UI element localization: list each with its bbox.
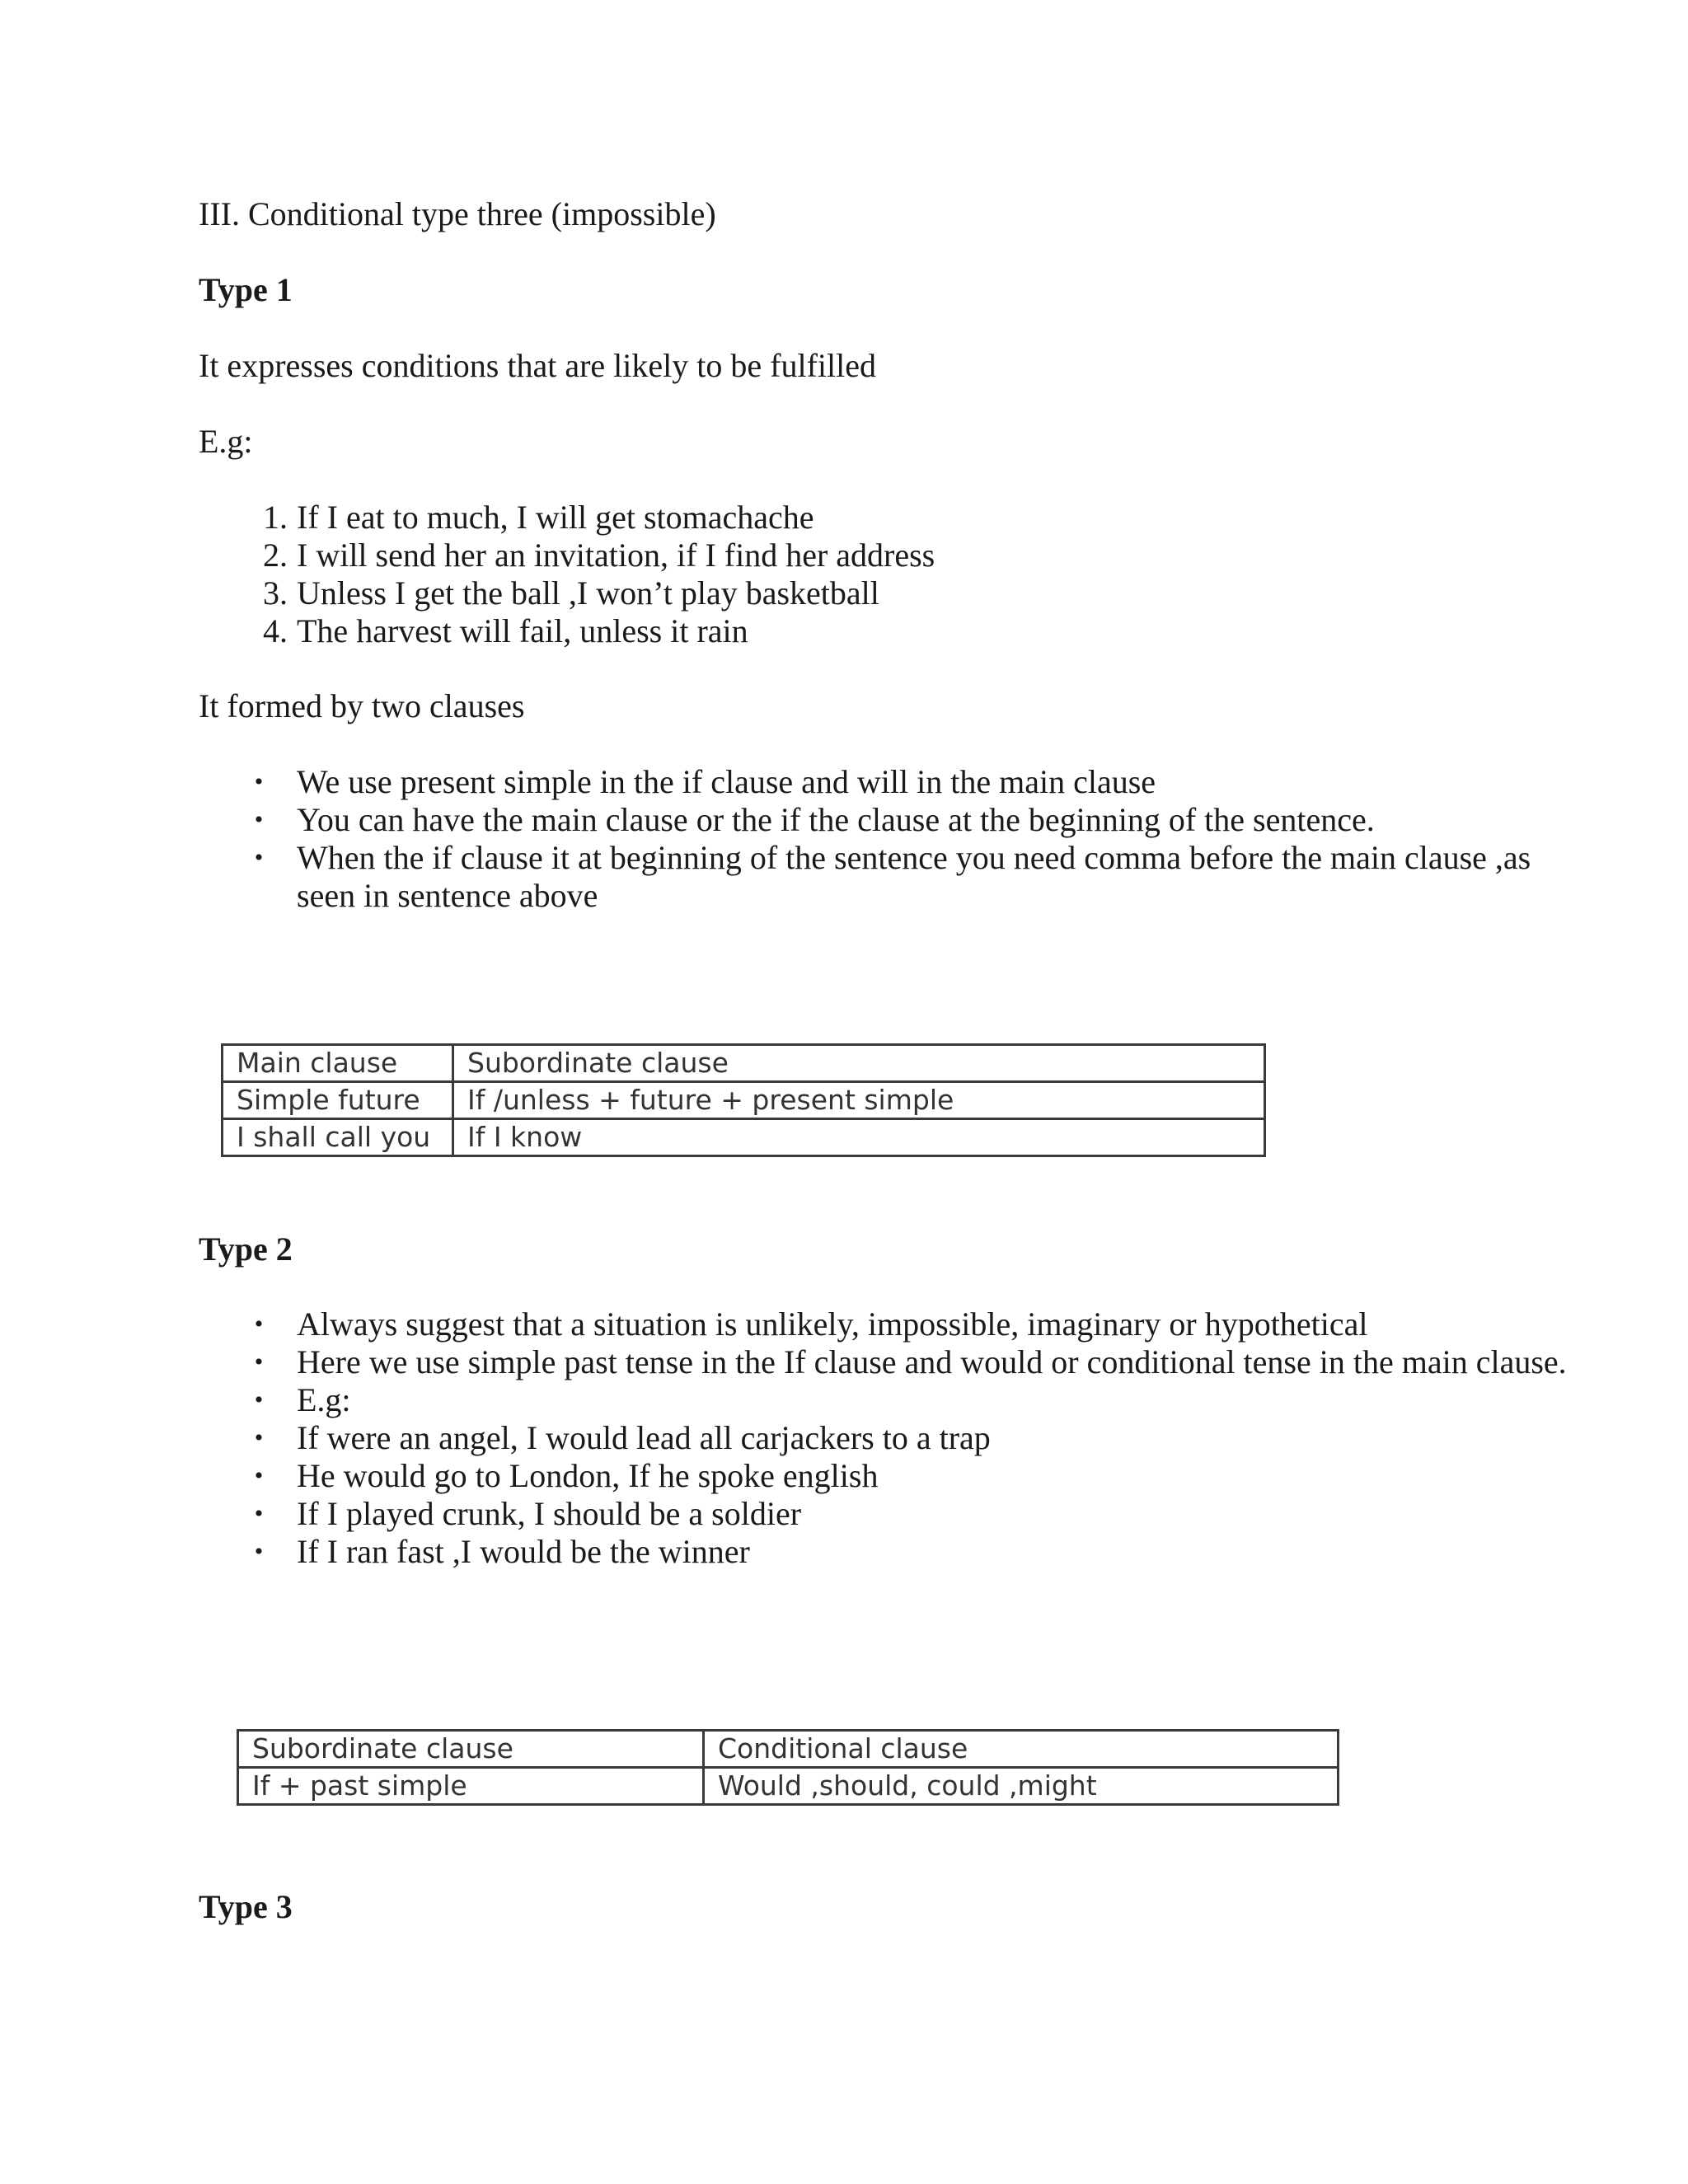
- table-row: [238, 1768, 1339, 1805]
- table-cell: If I know: [453, 1119, 1265, 1156]
- type3-title: Type 3: [199, 1888, 293, 1925]
- table-cell: Simple future: [223, 1082, 453, 1119]
- list-item: • We use present simple in the if clause and will in the main clause: [254, 763, 1156, 800]
- table-row: [223, 1082, 1265, 1119]
- type1-eg-label: E.g:: [199, 423, 253, 460]
- table-cell: Subordinate clause: [453, 1045, 1265, 1082]
- type1-examples-list: [199, 499, 935, 650]
- type1-title: Type 1: [199, 271, 293, 308]
- list-item: • Here we use simple past tense in the If clause and would or conditional tense in the main clause.: [254, 1343, 1567, 1380]
- table-cell: If + past simple: [238, 1768, 704, 1805]
- section-heading: III. Conditional type three (impossible): [199, 195, 716, 232]
- list-item: 2. I will send her an invitation, if I find her address: [263, 537, 935, 574]
- table-row: [238, 1731, 1339, 1768]
- list-item: • E.g:: [254, 1381, 351, 1418]
- type2-table: [237, 1729, 1339, 1806]
- table-cell: Conditional clause: [704, 1731, 1339, 1768]
- table-cell: If /unless + future + present simple: [453, 1082, 1265, 1119]
- list-item: • If I ran fast ,I would be the winner: [254, 1533, 750, 1570]
- list-item: 1. If I eat to much, I will get stomachache: [263, 499, 814, 536]
- list-item: 4. The harvest will fail, unless it rain: [263, 612, 748, 649]
- table-cell: I shall call you: [223, 1119, 453, 1156]
- list-item: • He would go to London, If he spoke english: [254, 1457, 879, 1494]
- type1-intro: It expresses conditions that are likely to be fulfilled: [199, 347, 876, 384]
- table-cell: Main clause: [223, 1045, 453, 1082]
- table-row: [223, 1119, 1265, 1156]
- table-row: [223, 1045, 1265, 1082]
- list-item: • If I played crunk, I should be a soldier: [254, 1495, 802, 1532]
- table-cell: Would ,should, could ,might: [704, 1768, 1339, 1805]
- type1-formed-by: It formed by two clauses: [199, 687, 525, 724]
- type1-rules-list: [199, 763, 1582, 915]
- table-cell: Subordinate clause: [238, 1731, 704, 1768]
- list-item: • You can have the main clause or the if the clause at the beginning of the sentence.: [254, 801, 1375, 838]
- type1-table: [221, 1043, 1266, 1157]
- list-item: • When the if clause it at beginning of the sentence you need comma before the main clause ,as seen in sentence above: [254, 839, 1531, 914]
- list-item: 3. Unless I get the ball ,I won’t play basketball: [263, 574, 879, 612]
- list-item: • If were an angel, I would lead all carjackers to a trap: [254, 1419, 991, 1456]
- list-item: • Always suggest that a situation is unlikely, impossible, imaginary or hypothetical: [254, 1305, 1368, 1343]
- type2-title: Type 2: [199, 1230, 293, 1268]
- type2-points-list: [199, 1305, 1582, 1571]
